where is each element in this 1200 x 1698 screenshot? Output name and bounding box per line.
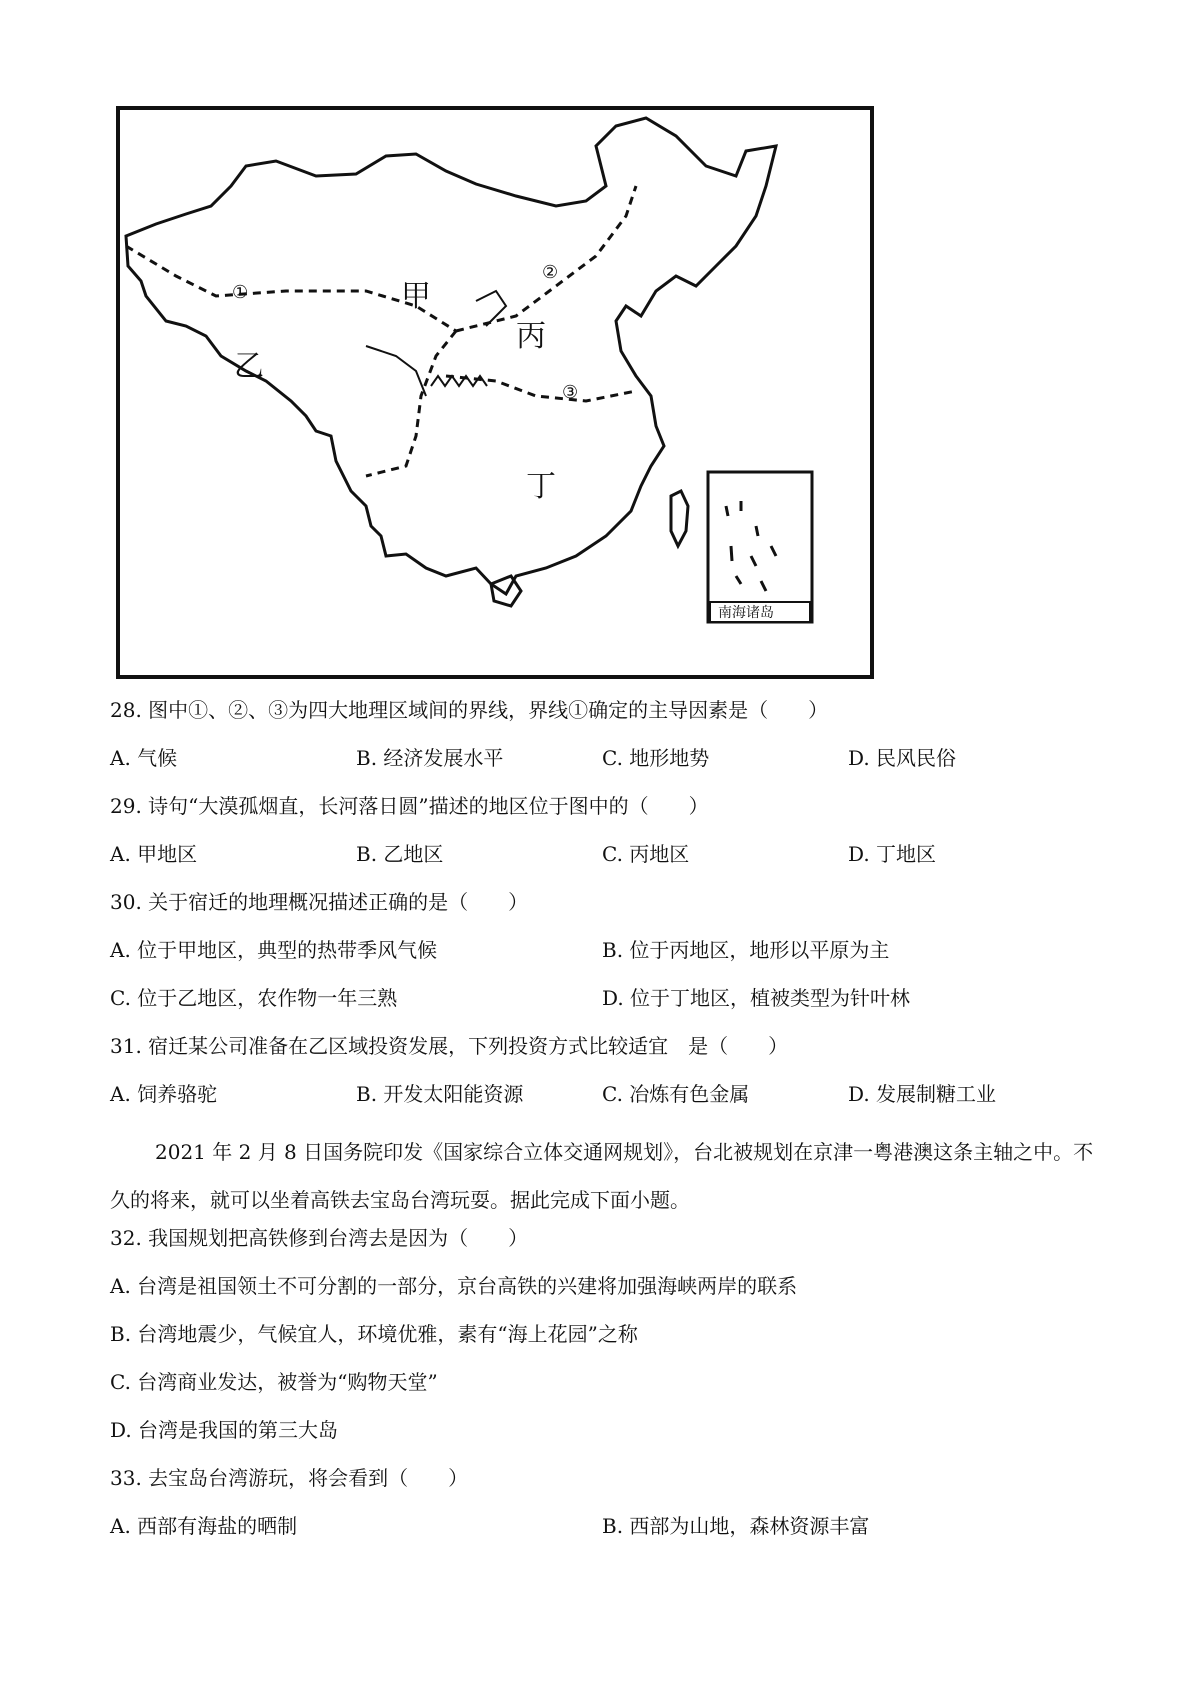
mountain-symbol — [431, 376, 487, 386]
china-map — [116, 106, 874, 679]
q32-option-a: A. 台湾是祖国领土不可分割的一部分，京台高铁的兴建将加强海峡两岸的联系 — [110, 1274, 798, 1298]
q29-option-d: D. 丁地区 — [848, 842, 937, 866]
q32-option-d: D. 台湾是我国的第三大岛 — [110, 1418, 339, 1442]
boundary-label-2: ② — [542, 262, 559, 283]
q33-option-b: B. 西部为山地，森林资源丰富 — [602, 1514, 870, 1538]
inset-dashes — [726, 501, 776, 591]
question-32-stem: 32. 我国规划把高铁修到台湾去是因为（ ） — [110, 1226, 529, 1250]
boundary-label-3: ③ — [562, 382, 579, 403]
china-outline — [126, 118, 776, 594]
q31-option-c: C. 冶炼有色金属 — [602, 1082, 750, 1106]
question-30-stem: 30. 关于宿迁的地理概况描述正确的是（ ） — [110, 890, 529, 914]
region-label-yi: 乙 — [234, 349, 264, 384]
q31-option-a: A. 饲养骆驼 — [110, 1082, 218, 1106]
boundary-label-1: ① — [232, 282, 249, 303]
q30-option-c: C. 位于乙地区，农作物一年三熟 — [110, 986, 398, 1010]
region-label-bing: 丙 — [516, 319, 546, 354]
question-29-stem: 29. 诗句“大漠孤烟直，长河落日圆”描述的地区位于图中的（ ） — [110, 794, 709, 818]
q28-option-b: B. 经济发展水平 — [356, 746, 504, 770]
q31-option-b: B. 开发太阳能资源 — [356, 1082, 524, 1106]
q28-option-a: A. 气候 — [110, 746, 178, 770]
inset-label: 南海诸岛 — [718, 605, 774, 621]
region-label-jia: 甲 — [401, 279, 431, 314]
boundary-line-west — [366, 331, 456, 476]
reading-passage: 2021 年 2 月 8 日国务院印发《国家综合立体交通网规划》，台北被规划在京津一粤港澳这条主轴之中。不久的将来，就可以坐着高铁去宝岛台湾玩耍。据此完成下面小题。 — [110, 1140, 1094, 1212]
question-31-stem: 31. 宿迁某公司准备在乙区域投资发展，下列投资方式比较适宜 是（ ） — [110, 1034, 789, 1058]
boundary-line-2 — [456, 186, 636, 331]
china-map-figure — [116, 106, 874, 679]
q29-option-b: B. 乙地区 — [356, 842, 444, 866]
q28-option-c: C. 地形地势 — [602, 746, 710, 770]
region-label-ding: 丁 — [526, 469, 556, 504]
q31-option-d: D. 发展制糖工业 — [848, 1082, 997, 1106]
q30-option-d: D. 位于丁地区，植被类型为针叶林 — [602, 986, 911, 1010]
q29-option-c: C. 丙地区 — [602, 842, 690, 866]
map-frame — [118, 108, 872, 677]
q33-option-a: A. 西部有海盐的晒制 — [110, 1514, 298, 1538]
question-28-stem: 28. 图中①、②、③为四大地理区域间的界线，界线①确定的主导因素是（ ） — [110, 698, 829, 722]
question-33-stem: 33. 去宝岛台湾游玩，将会看到（ ） — [110, 1466, 469, 1490]
interior-line — [366, 346, 426, 396]
inset-frame — [708, 472, 812, 622]
taiwan-outline — [671, 491, 688, 546]
boundary-line-3 — [446, 376, 636, 401]
q32-option-c: C. 台湾商业发达，被誉为“购物天堂” — [110, 1370, 438, 1394]
q32-option-b: B. 台湾地震少，气候宜人，环境优雅，素有“海上花园”之称 — [110, 1322, 638, 1346]
q29-option-a: A. 甲地区 — [110, 842, 198, 866]
q30-option-a: A. 位于甲地区，典型的热带季风气候 — [110, 938, 438, 962]
q30-option-b: B. 位于丙地区，地形以平原为主 — [602, 938, 890, 962]
q28-option-d: D. 民风民俗 — [848, 746, 957, 770]
